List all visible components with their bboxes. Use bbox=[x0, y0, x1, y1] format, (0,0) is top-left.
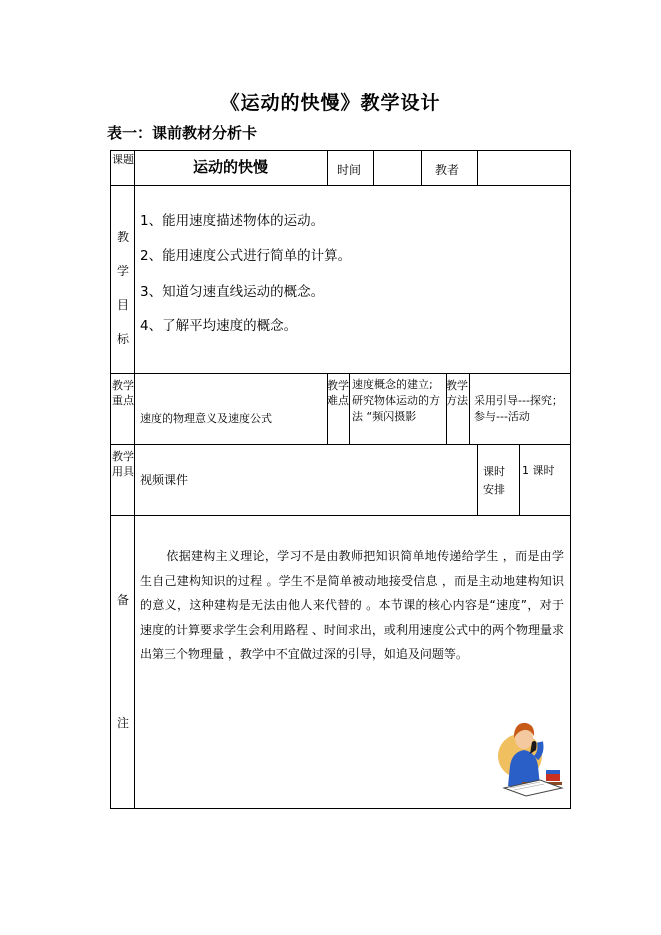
objective-item: 2、能用速度公式进行简单的计算。 bbox=[140, 248, 352, 264]
topic-value: 运动的快慢 bbox=[192, 158, 268, 176]
document-subtitle: 表一：课前教材分析卡 bbox=[107, 124, 258, 142]
col-divider bbox=[349, 373, 350, 444]
objectives-label: 教学目标 bbox=[116, 230, 129, 346]
difficulties-label: 教学难点 bbox=[327, 379, 349, 407]
topic-label: 课题 bbox=[112, 153, 134, 166]
objective-item: 4、了解平均速度的概念。 bbox=[140, 318, 298, 334]
key-points-label: 教学重点 bbox=[112, 379, 134, 407]
col-divider bbox=[373, 150, 374, 185]
methods-label: 教学方法 bbox=[446, 379, 468, 407]
key-points-value: 速度的物理意义及速度公式 bbox=[140, 412, 272, 425]
notes-label-bottom: 注 bbox=[116, 716, 129, 730]
col-divider bbox=[327, 150, 328, 185]
label-column-divider bbox=[134, 150, 135, 809]
table-border-bottom bbox=[110, 808, 570, 809]
row-divider bbox=[110, 444, 570, 445]
schedule-value: 1 课时 bbox=[522, 464, 555, 477]
objective-item: 3、知道匀速直线运动的概念。 bbox=[140, 284, 325, 300]
objective-item: 1、能用速度描述物体的运动。 bbox=[140, 213, 325, 229]
col-divider bbox=[469, 373, 470, 444]
table-border-right bbox=[570, 150, 571, 809]
col-divider bbox=[477, 444, 478, 515]
row-divider bbox=[110, 373, 570, 374]
tools-label: 教学用具 bbox=[112, 450, 134, 478]
teacher-label: 教者 bbox=[435, 163, 460, 177]
col-divider bbox=[477, 150, 478, 185]
difficulties-value: 速度概念的建立; 研究物体运动的方法 “频闪摄影 bbox=[352, 378, 440, 423]
tools-value: 视频课件 bbox=[140, 473, 189, 487]
person-on-phone-clipart bbox=[496, 708, 568, 800]
notes-text: 依据建构主义理论，学习不是由教师把知识简单地传递给学生 ，而是由学生自己建构知识的过程 。学生不是简单被动地接受信息 ，而是主动地建构知识的意义，这种建构是无法由他人来代替的 。本节课的核心内容是“速度”，对于速度的计算要求学生会利用路程 、时间求出，或利用速度公式中的两个物理量求出第三个物理量 ，教学中不宜做过深的引导，如追及问题等。 bbox=[140, 549, 564, 661]
time-label: 时间 bbox=[337, 163, 362, 177]
row-divider bbox=[110, 515, 570, 516]
notes-label-top: 备 bbox=[116, 593, 129, 607]
table-border-left bbox=[110, 150, 111, 809]
row-divider bbox=[110, 185, 570, 186]
col-divider bbox=[519, 444, 520, 515]
schedule-label: 课时安排 bbox=[483, 465, 505, 496]
col-divider bbox=[421, 150, 422, 185]
methods-value: 采用引导---探究；参与---活动 bbox=[474, 394, 563, 423]
document-title: 《运动的快慢》教学设计 bbox=[220, 92, 441, 114]
